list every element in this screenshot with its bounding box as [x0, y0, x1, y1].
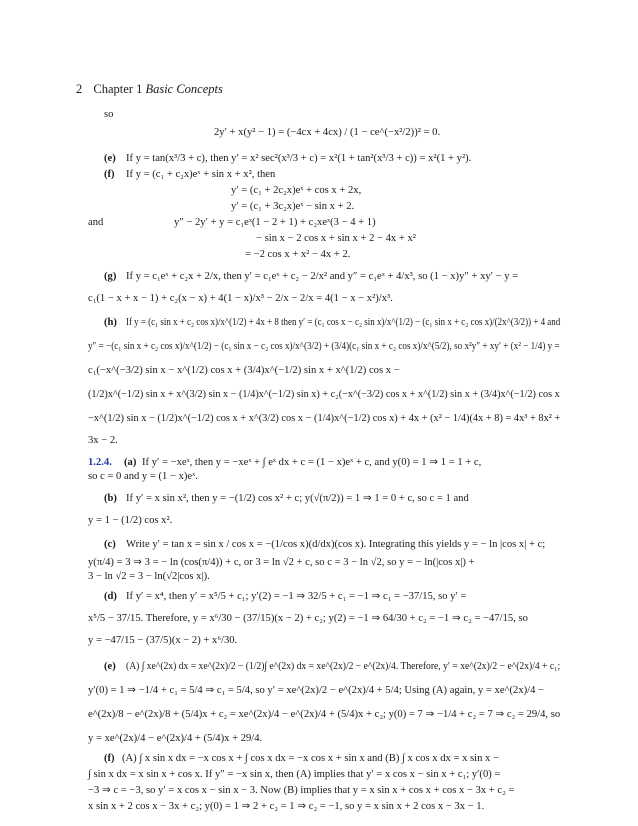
- line-text: e^(2x)/8 − e^(2x)/8 + (5/4)x + c₂ = xe^(2x)/4 − e^(2x)/4 + (5/4)x + c₂; y(0) = 7 ⇒ −1/4 + c₂ = 7 ⇒ c₂ = 29/4, so: [88, 709, 561, 720]
- line-text: (1/2)x^(−1/2) sin x + x^(3/2) sin x − (1/4)x^(−1/2) sin x) + c₂(−x^(−3/2) cos x + x^(1/2) sin x + (3/4)x^(−1/2) cos x: [88, 389, 560, 400]
- line-text: y(π/4) = 3 ⇒ 3 = − ln (cos(π/4)) + c, or 3 = ln √2 + c, so c = 3 − ln √2, so y = − ln(|cos x|) +: [88, 557, 475, 568]
- line-text: y″ = −(c₁ sin x + c₂ cos x)/x^(1/2) − (c₁ sin x − c₂ cos x)/x^(3/2) + (3/4)(c₁ sin x + c₂ cos x)/x^(5/2), so x²y″ + xy′ + (x² − 1/4) y =: [88, 341, 560, 352]
- chapter-title: Basic Concepts: [145, 82, 223, 96]
- page-number: 2: [76, 82, 83, 96]
- line-text: If y = tan(x³/3 + c), then y′ = x² sec²(x³/3 + c) = x²(1 + tan²(x³/3 + c)) = x²(1 + y²).: [126, 153, 472, 164]
- line-text: If y′ = −xeˣ, then y = −xeˣ + ∫ eˣ dx + c = (1 − x)eˣ + c, and y(0) = 1 ⇒ 1 = 1 + c,: [142, 457, 482, 468]
- line-text: 3x − 2.: [88, 435, 118, 446]
- item-label: (g): [104, 271, 117, 282]
- line-text: If y′ = x⁴, then y′ = x⁵/5 + c₁; y′(2) = −1 ⇒ 32/5 + c₁ = −1 ⇒ c₁ = −37/15, so y′ =: [126, 591, 467, 602]
- line-text: −x^(1/2) sin x − (1/2)x^(−1/2) cos x + x^(3/2) cos x − (1/4)x^(−1/2) cos x) + 4x + (x² − 1/4)(4x + 8) = 4x³ + 8x² +: [88, 413, 561, 424]
- line-text: y = −47/15 − (37/5)(x − 2) + x⁶/30.: [88, 635, 238, 646]
- line-text: If y = c₁eˣ + c₂x + 2/x, then y′ = c₁eˣ + c₂ − 2/x² and y″ = c₁eˣ + 4/x³, so (1 − x)y″ + xy′ − y =: [126, 271, 519, 282]
- line-text: y′ = (c₁ + 3c₂x)eˣ − sin x + 2.: [231, 201, 355, 212]
- running-header: [76, 82, 223, 97]
- line-text: = −2 cos x + x² − 4x + 2.: [245, 249, 351, 260]
- item-label: (d): [104, 591, 117, 602]
- item-label: (c): [104, 539, 116, 550]
- item-label: (e): [104, 153, 116, 164]
- line-text: If y′ = x sin x², then y = −(1/2) cos x² + c; y(√(π/2)) = 1 ⇒ 1 = 0 + c, so c = 1 and: [126, 493, 469, 504]
- line-left-word: so: [104, 109, 114, 120]
- line-text: c₁(1 − x + x − 1) + c₂(x − x) + 4(1 − x)/x³ − 2/x − 2/x = 4(1 − x − x²)/x³.: [88, 293, 393, 304]
- line-text: If y = (c₁ sin x + c₂ cos x)/x^(1/2) + 4x + 8 then y′ = (c₁ cos x − c₂ sin x)/x^(1/2) − (c₁ sin x + c₂ cos x)/(2x^(3/2)) + 4 and: [126, 317, 561, 328]
- item-label: (a): [124, 457, 137, 468]
- line-left-word: and: [88, 217, 104, 228]
- item-label: (e): [104, 661, 116, 672]
- item-label: (b): [104, 493, 117, 504]
- exercise-number: 1.2.4.: [88, 457, 112, 468]
- chapter-label: Chapter 1: [93, 82, 143, 96]
- line-text: y = 1 − (1/2) cos x².: [88, 515, 173, 526]
- line-text: y′ = (c₁ + 2c₂x)eˣ + cos x + 2x,: [231, 185, 362, 196]
- line-text: −3 ⇒ c = −3, so y′ = x cos x − sin x − 3. Now (B) implies that y = x sin x + cos x + cos x − 3x + c₂ =: [88, 785, 515, 796]
- line-text: x⁵/5 − 37/15. Therefore, y = x⁶/30 − (37/15)(x − 2) + c₂; y(2) = −1 ⇒ 64/30 + c₂ = −1 ⇒ c₂ = −47/15, so: [88, 613, 528, 624]
- item-label: (f): [104, 753, 115, 764]
- line-text: If y = (c₁ + c₂x)eˣ + sin x + x², then: [126, 169, 276, 180]
- line-text: y″ − 2y′ + y = c₁eˣ(1 − 2 + 1) + c₂xeˣ(3 − 4 + 1): [174, 217, 376, 228]
- line-text: y′(0) = 1 ⇒ −1/4 + c₁ = 5/4 ⇒ c₁ = 5/4, so y′ = xe^(2x)/2 − e^(2x)/4 + 5/4; Using (A) again, y = xe^(2x)/4 −: [88, 685, 545, 696]
- line-text: c₁(−x^(−3/2) sin x − x^(1/2) cos x + (3/4)x^(−1/2) sin x + x^(1/2) cos x −: [88, 365, 400, 376]
- line-text: (A) ∫ xe^(2x) dx = xe^(2x)/2 − (1/2)∫ e^(2x) dx = xe^(2x)/2 − e^(2x)/4. Therefore, y′ = xe^(2x)/2 − e^(2x)/4 + c₁;: [126, 661, 561, 672]
- line-text: 3 − ln √2 = 3 − ln(√2|cos x|).: [88, 571, 210, 582]
- line-text: so c = 0 and y = (1 − x)eˣ.: [88, 471, 198, 482]
- line-text: Write y′ = tan x = sin x / cos x = −(1/cos x)(d/dx)(cos x). Integrating this yields y = − ln |cos x| + c;: [126, 539, 546, 550]
- equation: 2y′ + x(y² − 1) = (−4cx + 4cx) / (1 − ce^(−x²/2))² = 0.: [214, 127, 441, 138]
- item-label: (f): [104, 169, 115, 180]
- item-label: (h): [104, 317, 117, 328]
- line-text: (A) ∫ x sin x dx = −x cos x + ∫ cos x dx = −x cos x + sin x and (B) ∫ x cos x dx = x sin x −: [122, 753, 499, 764]
- line-text: y = xe^(2x)/4 − e^(2x)/4 + (5/4)x + 29/4.: [88, 733, 263, 744]
- line-text: − sin x − 2 cos x + sin x + 2 − 4x + x²: [256, 233, 416, 244]
- line-text: x sin x + 2 cos x − 3x + c₂; y(0) = 1 ⇒ 2 + c₂ = 1 ⇒ c₂ = −1, so y = x sin x + 2 cos x − 3x − 1.: [88, 801, 485, 812]
- line-text: ∫ sin x dx = x sin x + cos x. If y″ = −x sin x, then (A) implies that y′ = x cos x − sin x + c₁; y′(0) =: [88, 769, 501, 780]
